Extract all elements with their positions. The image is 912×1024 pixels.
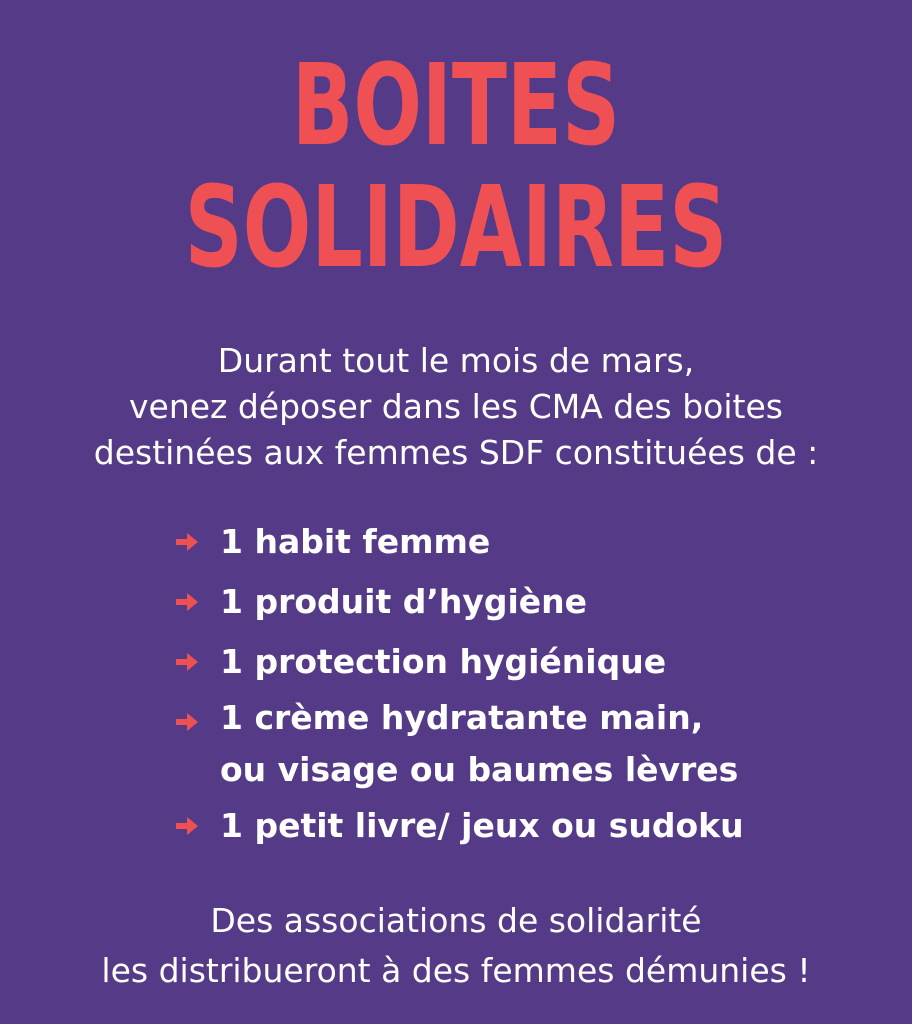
arrow-right-icon — [174, 814, 200, 838]
list-item-text: 1 protection hygiénique — [220, 642, 667, 681]
list-item-text: 1 produit d’hygiène — [220, 582, 588, 621]
list-item-text: ou visage ou baumes lèvres — [220, 750, 739, 789]
title-line-1: BOITES — [291, 41, 621, 171]
list-item-text: 1 crème hydratante main, — [220, 698, 704, 737]
arrow-right-icon — [174, 590, 200, 614]
title-line-2: SOLIDAIRES — [184, 163, 728, 293]
list-item — [174, 572, 744, 632]
intro-line: venez déposer dans les CMA des boites — [129, 387, 783, 426]
outro-line: Des associations de solidarité — [210, 901, 702, 940]
list-item-text: 1 habit femme — [220, 522, 491, 561]
arrow-right-icon — [174, 650, 200, 674]
outro-text — [0, 896, 912, 996]
intro-line: Durant tout le mois de mars, — [217, 341, 695, 380]
arrow-right-icon — [174, 710, 200, 734]
list-item — [174, 512, 744, 572]
items-list — [174, 512, 744, 856]
list-item — [174, 796, 744, 856]
intro-text — [0, 338, 912, 476]
list-item — [174, 692, 744, 796]
outro-line: les distribueront à des femmes démunies ! — [101, 951, 811, 990]
list-item — [174, 632, 744, 692]
arrow-right-icon — [174, 530, 200, 554]
intro-line: destinées aux femmes SDF constituées de : — [93, 433, 819, 472]
list-item-text: 1 petit livre/ jeux ou sudoku — [220, 806, 744, 845]
